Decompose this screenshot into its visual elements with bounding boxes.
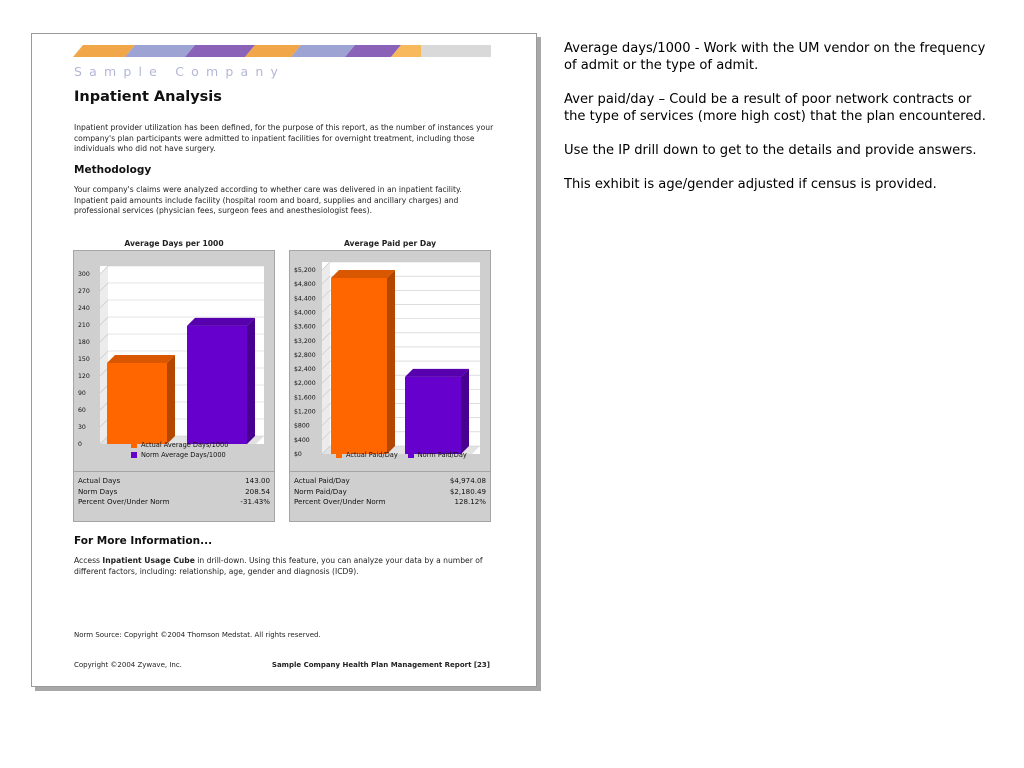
stat-value: 143.00 xyxy=(245,476,270,485)
bar-side xyxy=(461,369,469,454)
y-tick-label: $3,600 xyxy=(294,323,316,331)
y-tick-label: 240 xyxy=(78,305,90,312)
y-tick-label: $2,000 xyxy=(294,380,316,388)
note-days: Average days/1000 - Work with the UM vendor on the frequency of admit or the type of admit. xyxy=(564,41,986,73)
page-title: Inpatient Analysis xyxy=(74,89,222,105)
stat-label: Percent Over/Under Norm xyxy=(78,497,170,506)
stat-label: Percent Over/Under Norm xyxy=(294,497,386,506)
bar-norm xyxy=(405,377,461,454)
panel-divider xyxy=(290,471,490,472)
bar-actual xyxy=(107,363,167,444)
stats-table-paid xyxy=(294,476,486,508)
y-tick-label: 270 xyxy=(78,288,90,295)
stat-row xyxy=(78,497,270,508)
chart-days-per-1000 xyxy=(74,251,274,466)
legend-item-norm xyxy=(408,450,467,460)
footer-report-name: Sample Company Health Plan Management Report [23] xyxy=(271,661,490,669)
y-tick-label: 120 xyxy=(78,373,90,380)
stats-table-days xyxy=(78,476,270,508)
speaker-notes xyxy=(564,40,994,210)
legend-item-actual xyxy=(131,440,228,450)
banner-segment xyxy=(291,45,355,57)
bar-top xyxy=(331,270,395,278)
legend-label-norm: Norm Paid/Day xyxy=(417,451,467,459)
y-tick-label: 0 xyxy=(78,441,82,448)
y-tick-label: $1,600 xyxy=(294,394,316,402)
legend-swatch-actual xyxy=(336,452,342,458)
bar-top xyxy=(405,369,469,377)
stat-value: -31.43% xyxy=(240,497,270,506)
stat-row xyxy=(78,476,270,487)
y-tick-label: $1,200 xyxy=(294,408,316,416)
y-tick-label: 300 xyxy=(78,271,90,278)
y-tick-label: $400 xyxy=(294,436,310,444)
y-tick-label: $3,200 xyxy=(294,337,316,345)
panel-divider xyxy=(74,471,274,472)
y-tick-label: 150 xyxy=(78,356,90,363)
y-tick-label: 60 xyxy=(78,407,86,414)
bar-actual xyxy=(331,278,387,454)
banner-segment xyxy=(185,45,255,57)
chart-title-days: Average Days per 1000 xyxy=(124,239,224,248)
y-tick-label: 180 xyxy=(78,339,90,346)
stat-value: 208.54 xyxy=(245,486,270,496)
bar-top xyxy=(187,318,255,326)
banner-segment xyxy=(421,45,491,57)
y-tick-label: $0 xyxy=(294,451,302,458)
stat-row xyxy=(294,487,486,498)
more-info-paragraph xyxy=(74,556,494,577)
header-banner xyxy=(73,45,491,57)
note-adjusted: This exhibit is age/gender adjusted if census is provided. xyxy=(564,177,937,192)
bar-side xyxy=(247,318,255,444)
methodology-heading: Methodology xyxy=(74,164,152,176)
bar-side xyxy=(167,355,175,444)
stat-label: Actual Paid/Day xyxy=(294,476,350,485)
stat-label: Norm Paid/Day xyxy=(294,486,347,496)
company-name: Sample Company xyxy=(74,64,286,79)
footer-copyright: Copyright ©2004 Zywave, Inc. xyxy=(74,661,182,669)
more-info-heading: For More Information... xyxy=(74,535,213,547)
y-tick-label: $800 xyxy=(294,422,310,430)
legend-item-actual xyxy=(336,450,398,460)
more-info-prefix: Access xyxy=(74,556,103,565)
legend-label-norm: Norm Average Days/1000 xyxy=(141,451,226,459)
legend-swatch-actual xyxy=(131,442,137,448)
y-tick-label: $4,400 xyxy=(294,295,316,303)
stat-row xyxy=(294,476,486,487)
y-tick-label: 210 xyxy=(78,322,90,329)
legend-label-actual: Actual Average Days/1000 xyxy=(141,441,229,449)
chart-panel-paid xyxy=(289,250,491,522)
plot-side-wall xyxy=(322,262,330,454)
banner-segment xyxy=(73,45,135,57)
y-tick-label: $4,800 xyxy=(294,281,316,289)
y-tick-label: 90 xyxy=(78,390,86,397)
more-info-suffix: in drill-down. Using this feature, you can analyze your data by a number of different factors, including: relationship, age, gender and diagnosis (ICD9). xyxy=(74,556,483,576)
y-tick-label: 30 xyxy=(78,424,86,431)
report-page xyxy=(31,33,537,687)
stat-value: 128.12% xyxy=(454,497,486,506)
y-tick-label: $2,400 xyxy=(294,366,316,374)
y-tick-label: $5,200 xyxy=(294,267,316,274)
y-tick-label: $4,000 xyxy=(294,309,316,317)
bar-norm xyxy=(187,326,247,444)
banner-segment xyxy=(125,45,195,57)
bar-top xyxy=(107,355,175,363)
stat-value: $4,974.08 xyxy=(449,476,486,485)
stat-label: Actual Days xyxy=(78,476,121,485)
more-info-link-text: Inpatient Usage Cube xyxy=(102,556,195,565)
chart-legend-days xyxy=(131,440,228,460)
legend-swatch-norm xyxy=(131,452,137,458)
legend-label-actual: Actual Paid/Day xyxy=(346,451,398,459)
stat-label: Norm Days xyxy=(78,486,118,496)
stat-row xyxy=(294,497,486,508)
stat-row xyxy=(78,487,270,498)
intro-paragraph: Inpatient provider utilization has been defined, for the purpose of this report, as the number of instances your company's plan participants were admitted to inpatient facilities for overnight treatment, including those individuals who did not have surgery. xyxy=(74,123,494,153)
norm-source: Norm Source: Copyright ©2004 Thomson Medstat. All rights reserved. xyxy=(74,631,321,639)
chart-legend-paid xyxy=(336,450,467,460)
y-tick-label: $2,800 xyxy=(294,351,316,359)
methodology-paragraph: Your company's claims were analyzed according to whether care was delivered in an inpatient facility. Inpatient paid amounts include facility (hospital room and board, supplies and ancillary charges) and professional services (physician fees, surgeon fees and anesthesiologist fees). xyxy=(74,185,462,215)
legend-swatch-norm xyxy=(408,452,414,458)
chart-panel-days xyxy=(73,250,275,522)
note-drilldown: Use the IP drill down to get to the details and provide answers. xyxy=(564,143,977,158)
legend-item-norm xyxy=(131,450,228,460)
chart-title-paid: Average Paid per Day xyxy=(343,239,437,248)
bar-side xyxy=(387,270,395,454)
note-paid: Aver paid/day – Could be a result of poor network contracts or the type of services (more high cost) that the plan encountered. xyxy=(564,92,986,124)
stat-value: $2,180.49 xyxy=(449,486,486,496)
chart-paid-per-day xyxy=(290,251,490,466)
